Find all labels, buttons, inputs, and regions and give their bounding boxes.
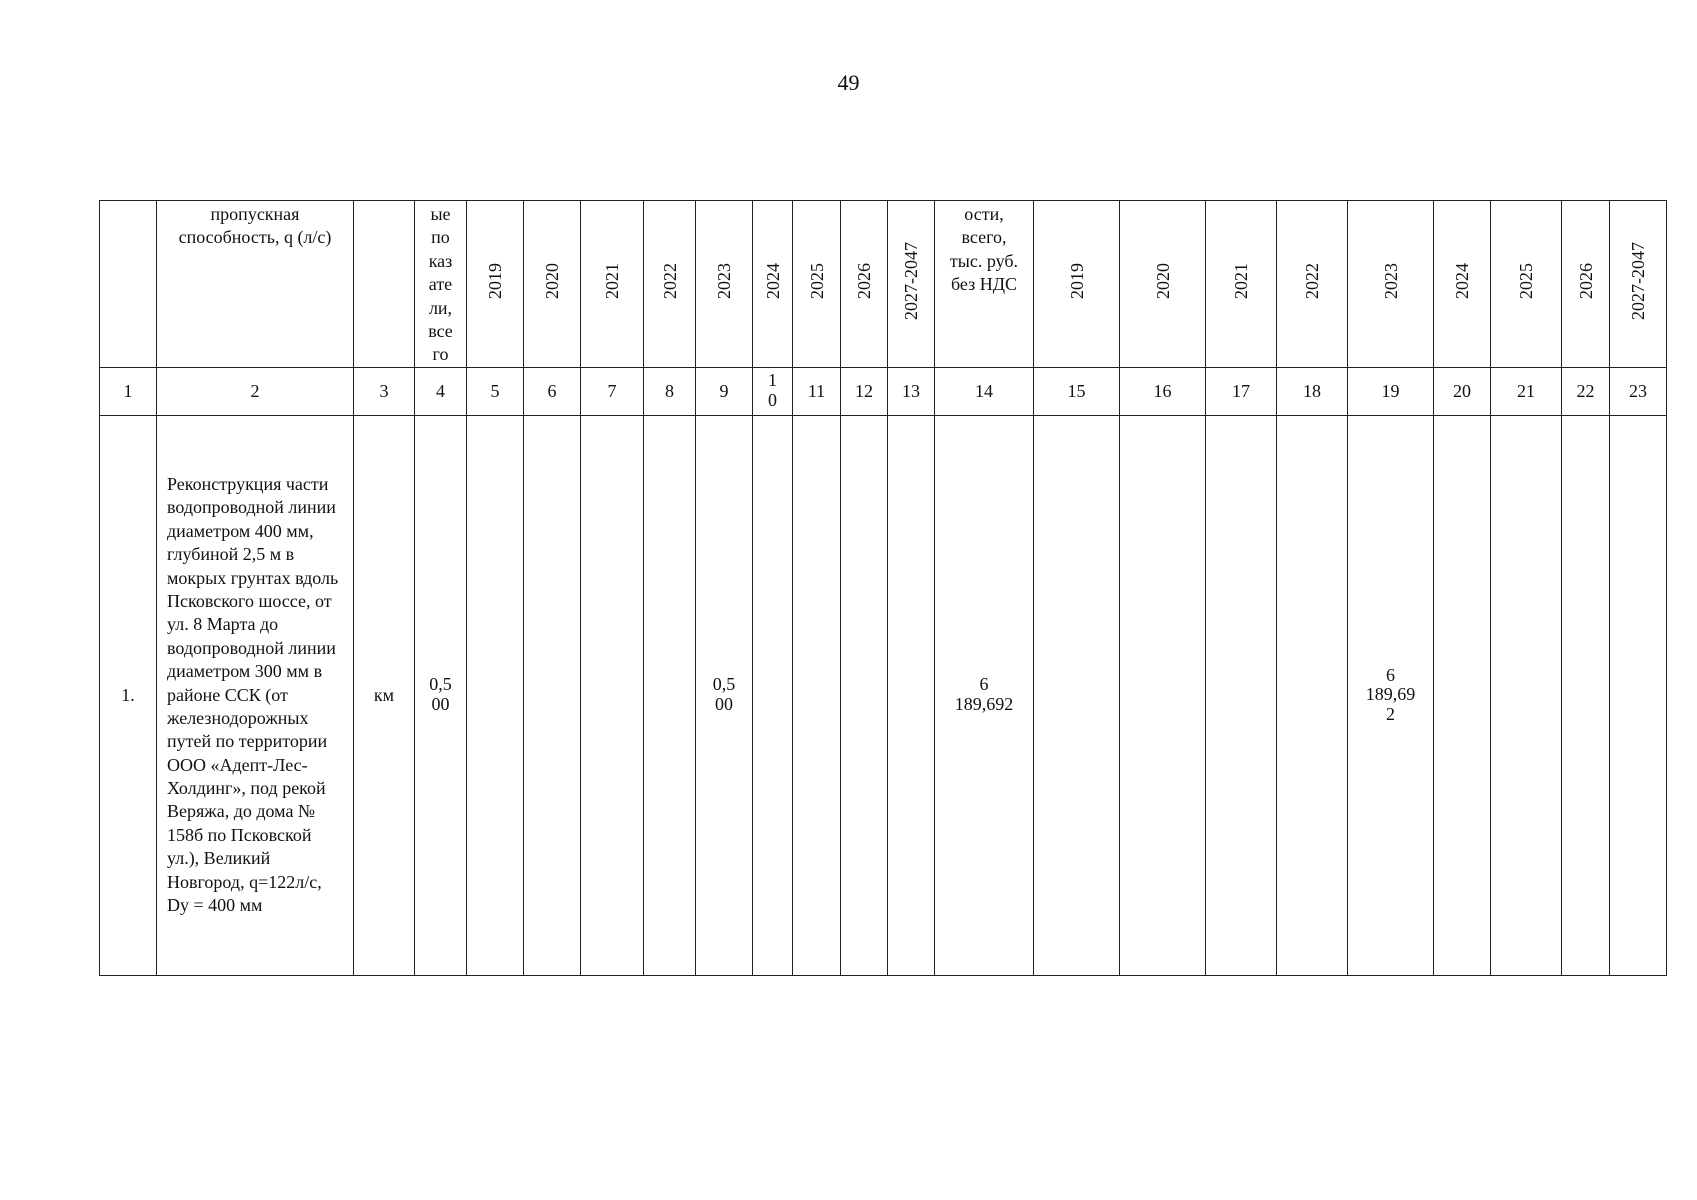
header-row xyxy=(100,201,1667,368)
header-cost-year: 2019 xyxy=(1034,201,1120,368)
row-cost-2021 xyxy=(1206,415,1277,975)
header-year: 2022 xyxy=(644,201,696,368)
column-number-row xyxy=(100,367,1667,415)
header-cost-year: 2025 xyxy=(1491,201,1562,368)
header-year: 2023 xyxy=(696,201,753,368)
row-unit: км xyxy=(354,415,415,975)
header-year: 2021 xyxy=(581,201,644,368)
column-number: 18 xyxy=(1277,367,1348,415)
row-2025 xyxy=(793,415,841,975)
column-number: 1 0 xyxy=(753,367,793,415)
column-number: 23 xyxy=(1610,367,1667,415)
column-number: 15 xyxy=(1034,367,1120,415)
row-description: Реконструкция части водопроводной линии диаметром 400 мм, глубиной 2,5 м в мокрых грунтах вдоль Псковского шоссе, от ул. 8 Марта до водопроводной линии диаметром 300 мм в районе ССК (от железнодорожных путей по территории ООО «Адепт-Лес-Холдинг», под рекой Веряжа, до дома № 158б по Псковской ул.), Великий Новгород, q=122л/с, Dу = 400 мм xyxy=(157,415,354,975)
row-2020 xyxy=(524,415,581,975)
row-cost-2022 xyxy=(1277,415,1348,975)
header-cost-year: 2022 xyxy=(1277,201,1348,368)
row-2023: 0,5 00 xyxy=(696,415,753,975)
investment-table xyxy=(99,200,1667,976)
header-year: 2027-2047 xyxy=(888,201,935,368)
row-2027-2047 xyxy=(888,415,935,975)
column-number: 3 xyxy=(354,367,415,415)
page-number: 49 xyxy=(837,70,860,95)
header-year: 2026 xyxy=(841,201,888,368)
column-number: 19 xyxy=(1348,367,1434,415)
row-cost-total: 6 189,692 xyxy=(935,415,1034,975)
header-cell-1 xyxy=(100,201,157,368)
row-2024 xyxy=(753,415,793,975)
row-2019 xyxy=(467,415,524,975)
row-cost-2026 xyxy=(1562,415,1610,975)
header-cost-year: 2027-2047 xyxy=(1610,201,1667,368)
column-number: 16 xyxy=(1120,367,1206,415)
row-2022 xyxy=(644,415,696,975)
header-year: 2025 xyxy=(793,201,841,368)
column-number: 20 xyxy=(1434,367,1491,415)
row-total-indicator: 0,5 00 xyxy=(415,415,467,975)
row-cost-2023: 6 189,69 2 xyxy=(1348,415,1434,975)
column-number: 7 xyxy=(581,367,644,415)
header-year: 2024 xyxy=(753,201,793,368)
column-number: 11 xyxy=(793,367,841,415)
header-cell-3 xyxy=(354,201,415,368)
column-number: 17 xyxy=(1206,367,1277,415)
column-number: 8 xyxy=(644,367,696,415)
row-cost-2027-2047 xyxy=(1610,415,1667,975)
row-cost-2019 xyxy=(1034,415,1120,975)
column-number: 21 xyxy=(1491,367,1562,415)
header-indicators-total: ые по каз ате ли, все го xyxy=(415,201,467,368)
header-cost-year: 2024 xyxy=(1434,201,1491,368)
column-number: 9 xyxy=(696,367,753,415)
table-row xyxy=(100,415,1667,975)
column-number: 4 xyxy=(415,367,467,415)
header-cost-year: 2021 xyxy=(1206,201,1277,368)
column-number: 1 xyxy=(100,367,157,415)
row-cost-2025 xyxy=(1491,415,1562,975)
column-number: 6 xyxy=(524,367,581,415)
header-capacity: пропускная способность, q (л/с) xyxy=(157,201,354,368)
column-number: 12 xyxy=(841,367,888,415)
header-cost-year: 2020 xyxy=(1120,201,1206,368)
row-2021 xyxy=(581,415,644,975)
column-number: 2 xyxy=(157,367,354,415)
header-cost-total: ости, всего, тыс. руб. без НДС xyxy=(935,201,1034,368)
row-number: 1. xyxy=(100,415,157,975)
row-cost-2020 xyxy=(1120,415,1206,975)
row-2026 xyxy=(841,415,888,975)
header-cost-year: 2023 xyxy=(1348,201,1434,368)
row-cost-2024 xyxy=(1434,415,1491,975)
header-year: 2020 xyxy=(524,201,581,368)
column-number: 22 xyxy=(1562,367,1610,415)
column-number: 14 xyxy=(935,367,1034,415)
column-number: 13 xyxy=(888,367,935,415)
header-cost-year: 2026 xyxy=(1562,201,1610,368)
header-year: 2019 xyxy=(467,201,524,368)
column-number: 5 xyxy=(467,367,524,415)
